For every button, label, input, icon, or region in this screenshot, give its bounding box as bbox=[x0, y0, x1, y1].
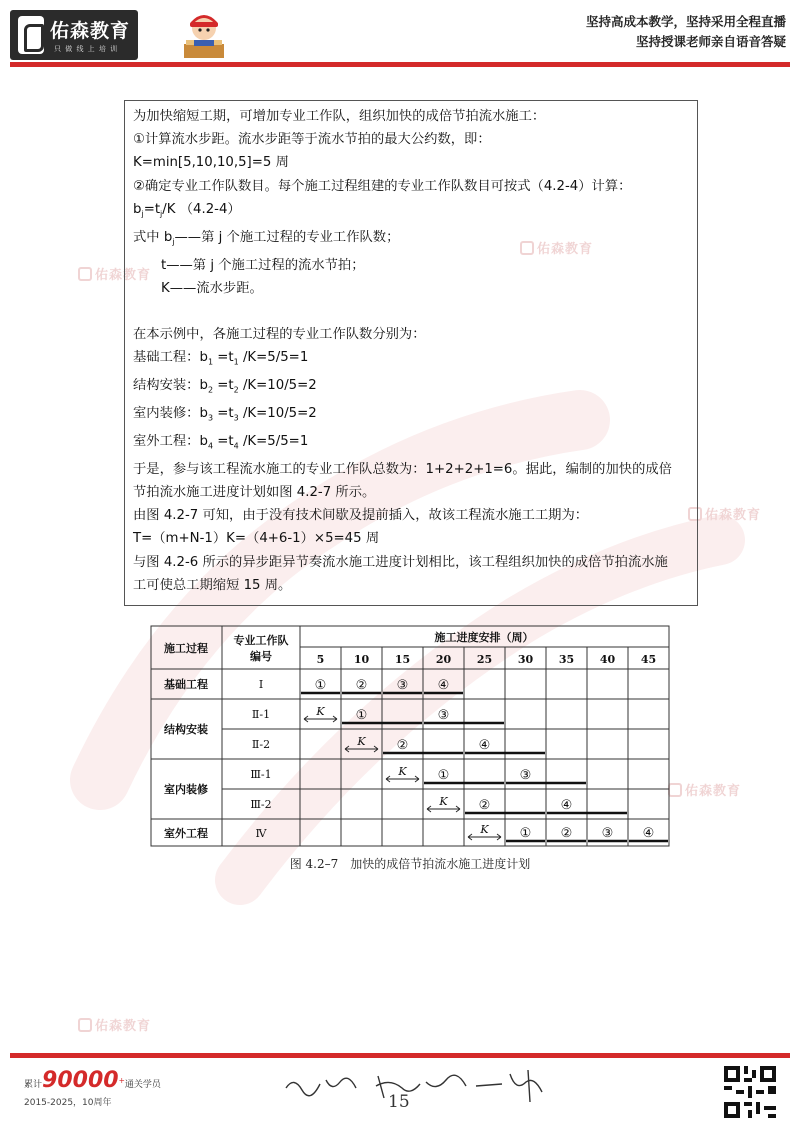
week-label: 30 bbox=[517, 653, 534, 666]
qr-code-icon bbox=[724, 1066, 776, 1118]
segment-label: ② bbox=[478, 798, 491, 813]
week-label: 45 bbox=[640, 653, 657, 666]
segment-label: ③ bbox=[396, 678, 409, 693]
footer-divider bbox=[10, 1053, 790, 1058]
segment-label: ④ bbox=[478, 738, 491, 753]
text-line: 节拍流水施工进度计划如图 4.2-7 所示。 bbox=[133, 484, 376, 500]
segment-label: ① bbox=[355, 708, 368, 723]
segment-label: ① bbox=[519, 826, 532, 841]
text-line: K=min[5,10,10,5]=5 周 bbox=[133, 155, 289, 171]
text-line: 式中 $b_j——$第 j 个施工过程的专业工作队数； bbox=[133, 229, 400, 247]
watermark: 佑森教育 bbox=[668, 780, 741, 799]
team-label: Ⅲ-1 bbox=[250, 768, 272, 781]
segment-label: ④ bbox=[560, 798, 573, 813]
schedule-figure bbox=[150, 625, 670, 847]
header-taglines bbox=[586, 12, 786, 52]
process-label: 结构安装 bbox=[164, 723, 208, 736]
segment-label: ② bbox=[560, 826, 573, 841]
week-label: 35 bbox=[558, 653, 575, 666]
handwritten-signature bbox=[280, 1062, 560, 1108]
week-label: 10 bbox=[353, 653, 370, 666]
tagline-2: 坚持授课老师亲自语音答疑 bbox=[635, 34, 786, 49]
text-line: 为加快缩短工期，可增加专业工作队，组织加快的成倍节拍流水施工： bbox=[133, 109, 546, 124]
team-count-line: 结构安装：$b_2 =t_2$ /K=10/5=2 bbox=[133, 378, 317, 395]
text-line: 于是，参与该工程流水施工的专业工作队总数为：1+2+2+1=6。据此，编制的加快的成倍 bbox=[133, 461, 672, 477]
figure-caption: 图 4.2–7 加快的成倍节拍流水施工进度计划 bbox=[289, 857, 531, 871]
text-line: 由图 4.2-7 可知，由于没有技术间歇及提前插入，故该工程流水施工工期为： bbox=[133, 508, 589, 524]
week-label: 40 bbox=[599, 653, 616, 666]
text-line: 与图 4.2-6 所示的异步距异节奏流水施工进度计划相比，该工程组织加快的成倍节拍流水施 bbox=[133, 554, 668, 570]
text-line: 工可使总工期缩短 15 周。 bbox=[133, 577, 292, 593]
header-team-1: 专业工作队 bbox=[233, 634, 289, 647]
k-label: K bbox=[398, 765, 407, 778]
week-label: 15 bbox=[394, 653, 411, 666]
team-label: Ⅱ-1 bbox=[251, 708, 271, 721]
team-count-line: 室内装修：$b_3 =t_3$ /K=10/5=2 bbox=[133, 406, 317, 423]
anniversary: 2015-2025，10周年 bbox=[24, 1098, 112, 1108]
process-label: 室外工程 bbox=[164, 827, 208, 840]
segment-label: ② bbox=[355, 678, 368, 693]
segment-label: ④ bbox=[437, 678, 450, 693]
segment-label: ③ bbox=[437, 708, 450, 723]
k-label: K bbox=[439, 795, 448, 808]
text-line: ①计算流水步距。流水步距等于流水节拍的最大公约数，即： bbox=[133, 132, 491, 148]
page-number: 15 bbox=[388, 1092, 410, 1112]
segment-label: ③ bbox=[601, 826, 614, 841]
week-label: 5 bbox=[316, 653, 325, 666]
text-line: T=（m+N-1）K=（4+6-1）×5=45 周 bbox=[133, 531, 380, 547]
k-label: K bbox=[357, 735, 366, 748]
text-line: 在本示例中，各施工过程的专业工作队数分别为： bbox=[133, 327, 426, 343]
watermark: 佑森教育 bbox=[78, 1015, 151, 1034]
logo-slogan: 只 做 线 上 培 训 bbox=[54, 45, 119, 53]
header-divider bbox=[10, 62, 790, 67]
tagline-1: 坚持高成本教学，坚持采用全程直播 bbox=[585, 14, 786, 29]
team-label: Ⅳ bbox=[255, 827, 267, 840]
team-count-line: 室外工程：$b_4 =t_4$ /K=5/5=1 bbox=[133, 433, 309, 451]
k-label: K bbox=[480, 823, 489, 836]
team-label: Ⅰ bbox=[258, 678, 264, 691]
team-count-line: 基础工程：$b_1 =t_1$ /K=5/5=1 bbox=[133, 350, 309, 367]
header-process: 施工过程 bbox=[164, 642, 208, 655]
team-label: Ⅲ-2 bbox=[250, 798, 272, 811]
logo-name: 佑森教育 bbox=[50, 20, 131, 42]
brand-logo bbox=[10, 10, 138, 60]
segment-label: ④ bbox=[642, 826, 655, 841]
segment-label: ① bbox=[437, 768, 450, 783]
segment-label: ③ bbox=[519, 768, 532, 783]
header-progress: 施工进度安排（周） bbox=[434, 631, 534, 644]
segment-label: ① bbox=[314, 678, 327, 693]
formula-line: $b_j=t_j/K$ （4.2-4） bbox=[133, 201, 241, 219]
team-label: Ⅱ-2 bbox=[251, 738, 271, 751]
watermark: 佑森教育 bbox=[520, 238, 593, 257]
process-label: 室内装修 bbox=[164, 783, 208, 796]
text-line: t——第 j 个施工过程的流水节拍； bbox=[161, 257, 365, 273]
header-team-2: 编号 bbox=[250, 650, 272, 663]
text-line: ②确定专业工作队数目。每个施工过程组建的专业工作队数目可按式（4.2-4）计算： bbox=[133, 178, 632, 194]
mascot-icon bbox=[180, 10, 228, 60]
text-line: K——流水步距。 bbox=[161, 280, 263, 296]
k-label: K bbox=[316, 705, 325, 718]
watermark: 佑森教育 bbox=[78, 264, 151, 283]
page-header bbox=[0, 0, 800, 68]
footer-stats bbox=[24, 1068, 161, 1108]
week-label: 25 bbox=[476, 653, 493, 666]
segment-label: ② bbox=[396, 738, 409, 753]
process-label: 基础工程 bbox=[164, 678, 208, 691]
student-count: 累计90000+通关学员 bbox=[24, 1068, 161, 1093]
explanation-box bbox=[124, 100, 698, 606]
week-label: 20 bbox=[435, 653, 452, 666]
logo-seal-icon bbox=[18, 16, 44, 54]
watermark: 佑森教育 bbox=[688, 504, 761, 523]
